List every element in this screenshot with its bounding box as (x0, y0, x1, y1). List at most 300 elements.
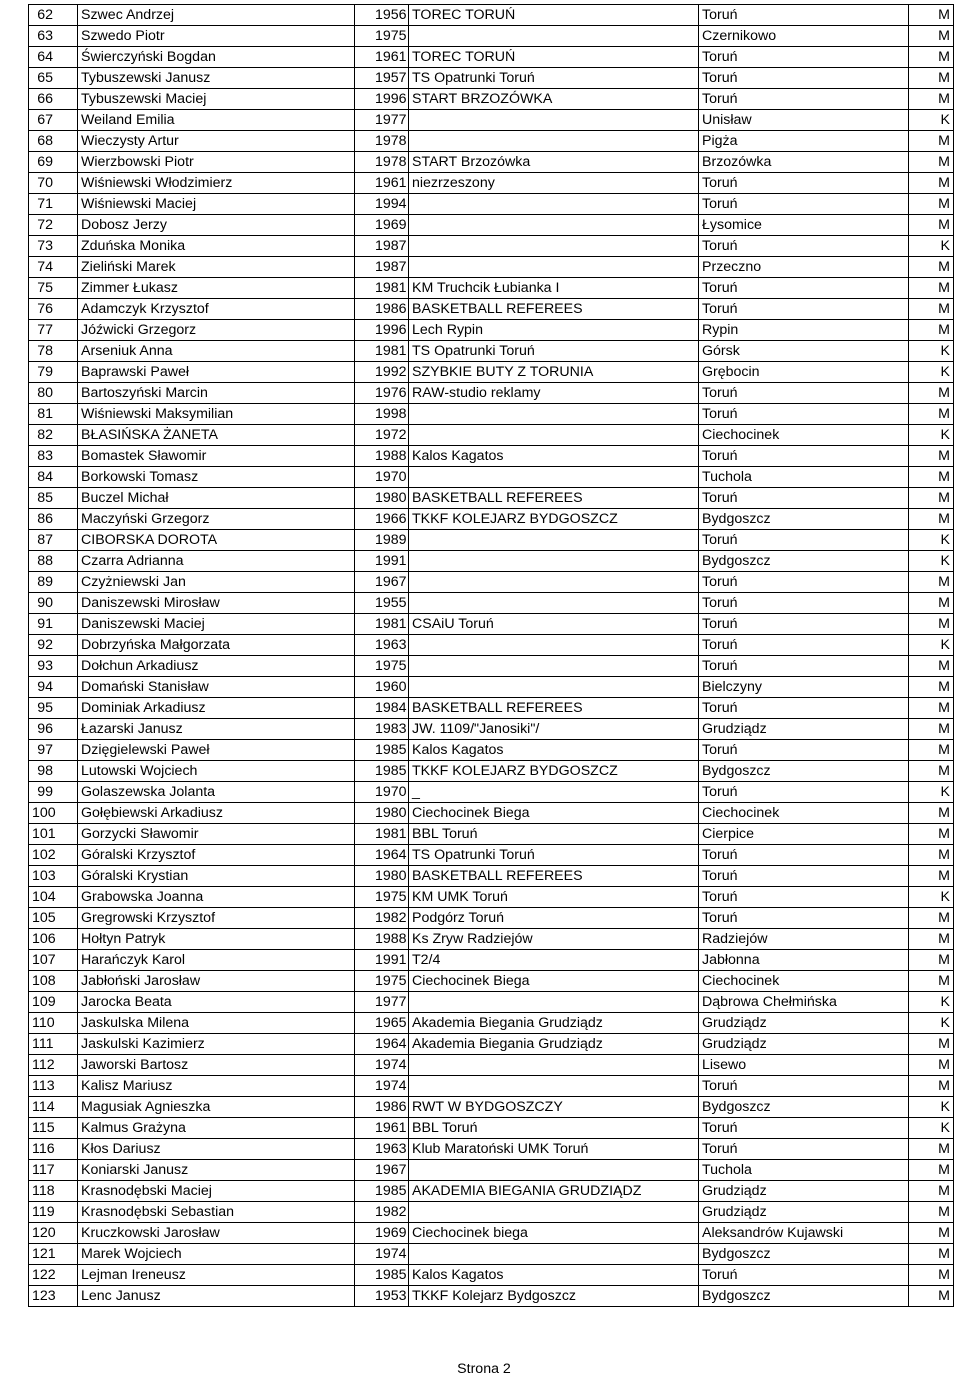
cell-city: Przeczno (699, 257, 909, 278)
cell-number: 81 (29, 404, 78, 425)
cell-name: Czarra Adrianna (78, 551, 355, 572)
cell-city: Górsk (699, 341, 909, 362)
table-row (29, 950, 954, 971)
cell-name: Gorzycki Sławomir (78, 824, 355, 845)
cell-sex: M (909, 614, 954, 635)
cell-sex: M (909, 257, 954, 278)
cell-club: AKADEMIA BIEGANIA GRUDZIĄDZ (409, 1181, 699, 1202)
cell-number: 69 (29, 152, 78, 173)
cell-sex: M (909, 299, 954, 320)
cell-sex: M (909, 383, 954, 404)
table-row (29, 404, 954, 425)
cell-club: Ciechocinek Biega (409, 803, 699, 824)
table-row (29, 1160, 954, 1181)
cell-sex: M (909, 803, 954, 824)
cell-city: Toruń (699, 1265, 909, 1286)
cell-name: Szwedo Piotr (78, 26, 355, 47)
table-row (29, 593, 954, 614)
cell-birth-year: 1980 (355, 803, 409, 824)
cell-name: Daniszewski Mirosław (78, 593, 355, 614)
cell-birth-year: 1974 (355, 1076, 409, 1097)
cell-city: Toruń (699, 845, 909, 866)
cell-number: 92 (29, 635, 78, 656)
cell-birth-year: 1988 (355, 929, 409, 950)
cell-city: Toruń (699, 1118, 909, 1139)
cell-name: Bomastek Sławomir (78, 446, 355, 467)
cell-number: 116 (29, 1139, 78, 1160)
cell-birth-year: 1996 (355, 89, 409, 110)
participants-table (28, 4, 954, 1307)
table-row (29, 1097, 954, 1118)
cell-city: Bydgoszcz (699, 1097, 909, 1118)
cell-sex: M (909, 131, 954, 152)
cell-sex: M (909, 26, 954, 47)
table-row (29, 929, 954, 950)
cell-club: Lech Rypin (409, 320, 699, 341)
cell-city: Toruń (699, 740, 909, 761)
cell-birth-year: 1967 (355, 1160, 409, 1181)
cell-club: Ciechocinek Biega (409, 971, 699, 992)
cell-sex: M (909, 845, 954, 866)
cell-number: 120 (29, 1223, 78, 1244)
cell-number: 62 (29, 5, 78, 26)
cell-city: Bielczyny (699, 677, 909, 698)
table-row (29, 1013, 954, 1034)
cell-number: 86 (29, 509, 78, 530)
cell-number: 83 (29, 446, 78, 467)
cell-city: Dąbrowa Chełmińska (699, 992, 909, 1013)
cell-city: Toruń (699, 698, 909, 719)
cell-club: KM Truchcik Łubianka I (409, 278, 699, 299)
cell-club (409, 404, 699, 425)
cell-number: 102 (29, 845, 78, 866)
cell-birth-year: 1965 (355, 1013, 409, 1034)
cell-number: 122 (29, 1265, 78, 1286)
cell-name: Kruczkowski Jarosław (78, 1223, 355, 1244)
cell-name: Jaworski Bartosz (78, 1055, 355, 1076)
table-row (29, 299, 954, 320)
cell-number: 107 (29, 950, 78, 971)
table-row (29, 992, 954, 1013)
table-row (29, 425, 954, 446)
cell-name: Zimmer Łukasz (78, 278, 355, 299)
cell-number: 65 (29, 68, 78, 89)
cell-city: Toruń (699, 299, 909, 320)
cell-birth-year: 1955 (355, 593, 409, 614)
cell-city: Lisewo (699, 1055, 909, 1076)
cell-club: BASKETBALL REFEREES (409, 698, 699, 719)
cell-birth-year: 1991 (355, 950, 409, 971)
table-row (29, 215, 954, 236)
cell-city: Bydgoszcz (699, 761, 909, 782)
cell-number: 111 (29, 1034, 78, 1055)
cell-birth-year: 1963 (355, 1139, 409, 1160)
cell-city: Toruń (699, 89, 909, 110)
table-row (29, 1118, 954, 1139)
cell-number: 106 (29, 929, 78, 950)
cell-number: 63 (29, 26, 78, 47)
table-row (29, 110, 954, 131)
cell-name: Lejman Ireneusz (78, 1265, 355, 1286)
cell-name: Jaskulska Milena (78, 1013, 355, 1034)
cell-club: Kalos Kagatos (409, 1265, 699, 1286)
cell-city: Bydgoszcz (699, 509, 909, 530)
cell-club: BBL Toruń (409, 1118, 699, 1139)
cell-name: Wiśniewski Włodzimierz (78, 173, 355, 194)
cell-name: Łazarski Janusz (78, 719, 355, 740)
cell-city: Łysomice (699, 215, 909, 236)
cell-number: 119 (29, 1202, 78, 1223)
cell-city: Toruń (699, 908, 909, 929)
cell-birth-year: 1986 (355, 299, 409, 320)
cell-club: JW. 1109/"Janosiki"/ (409, 719, 699, 740)
cell-number: 97 (29, 740, 78, 761)
cell-number: 88 (29, 551, 78, 572)
cell-city: Pigża (699, 131, 909, 152)
table-row (29, 362, 954, 383)
cell-sex: M (909, 1202, 954, 1223)
cell-sex: M (909, 971, 954, 992)
cell-city: Radziejów (699, 929, 909, 950)
cell-number: 99 (29, 782, 78, 803)
cell-birth-year: 1963 (355, 635, 409, 656)
cell-birth-year: 1987 (355, 236, 409, 257)
cell-name: Lutowski Wojciech (78, 761, 355, 782)
cell-city: Toruń (699, 1076, 909, 1097)
cell-number: 105 (29, 908, 78, 929)
table-row (29, 719, 954, 740)
cell-birth-year: 1970 (355, 782, 409, 803)
table-row (29, 278, 954, 299)
cell-club: Ciechocinek biega (409, 1223, 699, 1244)
cell-name: Bartoszyński Marcin (78, 383, 355, 404)
cell-city: Jabłonna (699, 950, 909, 971)
cell-birth-year: 1996 (355, 320, 409, 341)
cell-club (409, 425, 699, 446)
table-row (29, 152, 954, 173)
cell-city: Toruń (699, 656, 909, 677)
cell-club (409, 656, 699, 677)
table-row (29, 89, 954, 110)
cell-name: Czyżniewski Jan (78, 572, 355, 593)
cell-name: Krasnodębski Maciej (78, 1181, 355, 1202)
cell-birth-year: 1985 (355, 1181, 409, 1202)
page-number: Strona 2 (457, 1361, 511, 1377)
cell-name: Wiśniewski Maciej (78, 194, 355, 215)
cell-name: BŁASIŃSKA ŻANETA (78, 425, 355, 446)
cell-birth-year: 1982 (355, 1202, 409, 1223)
cell-number: 100 (29, 803, 78, 824)
cell-name: Koniarski Janusz (78, 1160, 355, 1181)
cell-club: BASKETBALL REFEREES (409, 488, 699, 509)
cell-sex: M (909, 824, 954, 845)
cell-city: Toruń (699, 488, 909, 509)
cell-name: Zieliński Marek (78, 257, 355, 278)
cell-name: Hołtyn Patryk (78, 929, 355, 950)
cell-city: Toruń (699, 47, 909, 68)
cell-club (409, 110, 699, 131)
cell-name: Harańczyk Karol (78, 950, 355, 971)
cell-name: Wierzbowski Piotr (78, 152, 355, 173)
cell-sex: K (909, 551, 954, 572)
cell-city: Toruń (699, 866, 909, 887)
cell-club (409, 194, 699, 215)
table-row (29, 551, 954, 572)
cell-name: Dominiak Arkadiusz (78, 698, 355, 719)
cell-club (409, 551, 699, 572)
cell-number: 118 (29, 1181, 78, 1202)
cell-club: RAW-studio reklamy (409, 383, 699, 404)
cell-number: 95 (29, 698, 78, 719)
cell-name: Baprawski Paweł (78, 362, 355, 383)
cell-sex: K (909, 236, 954, 257)
participants-sheet (28, 4, 953, 1307)
cell-city: Grudziądz (699, 1034, 909, 1055)
cell-birth-year: 1992 (355, 362, 409, 383)
table-row (29, 320, 954, 341)
cell-club: T2/4 (409, 950, 699, 971)
cell-number: 84 (29, 467, 78, 488)
cell-birth-year: 1983 (355, 719, 409, 740)
cell-name: Jóźwicki Grzegorz (78, 320, 355, 341)
cell-city: Toruń (699, 614, 909, 635)
cell-name: Góralski Krzysztof (78, 845, 355, 866)
cell-birth-year: 1984 (355, 698, 409, 719)
cell-city: Toruń (699, 68, 909, 89)
cell-club (409, 593, 699, 614)
table-row (29, 740, 954, 761)
table-row (29, 971, 954, 992)
cell-name: Tybuszewski Janusz (78, 68, 355, 89)
cell-sex: M (909, 89, 954, 110)
cell-name: Adamczyk Krzysztof (78, 299, 355, 320)
cell-name: Kalisz Mariusz (78, 1076, 355, 1097)
cell-sex: M (909, 404, 954, 425)
cell-sex: M (909, 929, 954, 950)
cell-number: 73 (29, 236, 78, 257)
cell-number: 98 (29, 761, 78, 782)
cell-number: 96 (29, 719, 78, 740)
cell-city: Toruń (699, 635, 909, 656)
table-row (29, 26, 954, 47)
cell-club: Akademia Biegania Grudziądz (409, 1034, 699, 1055)
cell-club: TKKF Kolejarz Bydgoszcz (409, 1286, 699, 1307)
table-row (29, 698, 954, 719)
cell-birth-year: 1985 (355, 1265, 409, 1286)
table-row (29, 341, 954, 362)
cell-club: niezrzeszony (409, 173, 699, 194)
cell-number: 64 (29, 47, 78, 68)
cell-sex: M (909, 5, 954, 26)
cell-name: Arseniuk Anna (78, 341, 355, 362)
cell-number: 115 (29, 1118, 78, 1139)
cell-sex: M (909, 1286, 954, 1307)
table-row (29, 803, 954, 824)
cell-city: Toruń (699, 572, 909, 593)
cell-birth-year: 1964 (355, 1034, 409, 1055)
cell-name: Kłos Dariusz (78, 1139, 355, 1160)
cell-club (409, 467, 699, 488)
cell-city: Grudziądz (699, 1202, 909, 1223)
cell-sex: K (909, 1118, 954, 1139)
cell-club: BBL Toruń (409, 824, 699, 845)
cell-sex: M (909, 761, 954, 782)
table-row (29, 887, 954, 908)
cell-club: Ks Zryw Radziejów (409, 929, 699, 950)
cell-club (409, 257, 699, 278)
cell-name: Buczel Michał (78, 488, 355, 509)
cell-birth-year: 1964 (355, 845, 409, 866)
cell-name: Świerczyński Bogdan (78, 47, 355, 68)
cell-sex: M (909, 47, 954, 68)
cell-city: Grudziądz (699, 1013, 909, 1034)
cell-number: 74 (29, 257, 78, 278)
cell-number: 113 (29, 1076, 78, 1097)
cell-sex: M (909, 1160, 954, 1181)
cell-sex: M (909, 866, 954, 887)
cell-club (409, 1076, 699, 1097)
cell-name: Krasnodębski Sebastian (78, 1202, 355, 1223)
cell-name: Gołębiewski Arkadiusz (78, 803, 355, 824)
cell-birth-year: 1967 (355, 572, 409, 593)
cell-birth-year: 1975 (355, 971, 409, 992)
table-row (29, 467, 954, 488)
cell-club (409, 677, 699, 698)
cell-club: START Brzozówka (409, 152, 699, 173)
cell-city: Brzozówka (699, 152, 909, 173)
cell-club: TS Opatrunki Toruń (409, 845, 699, 866)
cell-name: Dołchun Arkadiusz (78, 656, 355, 677)
cell-birth-year: 1991 (355, 551, 409, 572)
cell-name: Kalmus Grażyna (78, 1118, 355, 1139)
cell-birth-year: 1961 (355, 173, 409, 194)
cell-sex: K (909, 782, 954, 803)
cell-name: Daniszewski Maciej (78, 614, 355, 635)
cell-name: Lenc Janusz (78, 1286, 355, 1307)
cell-number: 70 (29, 173, 78, 194)
cell-club: TS Opatrunki Toruń (409, 68, 699, 89)
cell-sex: K (909, 425, 954, 446)
cell-number: 87 (29, 530, 78, 551)
cell-number: 104 (29, 887, 78, 908)
cell-club: BASKETBALL REFEREES (409, 299, 699, 320)
cell-club: KM UMK Toruń (409, 887, 699, 908)
cell-name: Góralski Krystian (78, 866, 355, 887)
table-row (29, 1202, 954, 1223)
cell-number: 79 (29, 362, 78, 383)
cell-number: 90 (29, 593, 78, 614)
cell-club: BASKETBALL REFEREES (409, 866, 699, 887)
cell-sex: M (909, 908, 954, 929)
cell-sex: M (909, 677, 954, 698)
cell-sex: M (909, 173, 954, 194)
table-row (29, 173, 954, 194)
cell-sex: K (909, 530, 954, 551)
cell-city: Bydgoszcz (699, 1286, 909, 1307)
cell-birth-year: 1978 (355, 131, 409, 152)
cell-sex: M (909, 656, 954, 677)
cell-name: Zduńska Monika (78, 236, 355, 257)
table-row (29, 614, 954, 635)
cell-sex: M (909, 1055, 954, 1076)
cell-club (409, 1160, 699, 1181)
cell-birth-year: 1986 (355, 1097, 409, 1118)
cell-birth-year: 1985 (355, 761, 409, 782)
cell-number: 123 (29, 1286, 78, 1307)
table-row (29, 68, 954, 89)
cell-club (409, 26, 699, 47)
cell-name: CIBORSKA DOROTA (78, 530, 355, 551)
cell-name: Gregrowski Krzysztof (78, 908, 355, 929)
cell-number: 76 (29, 299, 78, 320)
cell-sex: M (909, 488, 954, 509)
cell-number: 75 (29, 278, 78, 299)
cell-birth-year: 1966 (355, 509, 409, 530)
cell-club: CSAiU Toruń (409, 614, 699, 635)
table-row (29, 845, 954, 866)
cell-city: Toruń (699, 1139, 909, 1160)
cell-birth-year: 1953 (355, 1286, 409, 1307)
cell-birth-year: 1988 (355, 446, 409, 467)
cell-birth-year: 1977 (355, 992, 409, 1013)
cell-sex: M (909, 1139, 954, 1160)
cell-name: Maczyński Grzegorz (78, 509, 355, 530)
cell-birth-year: 1961 (355, 47, 409, 68)
cell-number: 85 (29, 488, 78, 509)
table-row (29, 1181, 954, 1202)
cell-club: Kalos Kagatos (409, 740, 699, 761)
cell-sex: M (909, 1034, 954, 1055)
cell-club (409, 236, 699, 257)
table-row (29, 824, 954, 845)
cell-sex: M (909, 215, 954, 236)
table-row (29, 761, 954, 782)
cell-sex: K (909, 362, 954, 383)
cell-number: 93 (29, 656, 78, 677)
cell-club (409, 530, 699, 551)
cell-sex: M (909, 698, 954, 719)
cell-birth-year: 1978 (355, 152, 409, 173)
cell-sex: M (909, 593, 954, 614)
cell-birth-year: 1980 (355, 866, 409, 887)
cell-city: Toruń (699, 278, 909, 299)
cell-city: Grudziądz (699, 719, 909, 740)
cell-name: Jarocka Beata (78, 992, 355, 1013)
cell-sex: M (909, 1223, 954, 1244)
cell-name: Marek Wojciech (78, 1244, 355, 1265)
cell-club: Akademia Biegania Grudziądz (409, 1013, 699, 1034)
cell-birth-year: 1969 (355, 215, 409, 236)
cell-birth-year: 1969 (355, 1223, 409, 1244)
cell-city: Toruń (699, 446, 909, 467)
cell-number: 108 (29, 971, 78, 992)
cell-city: Ciechocinek (699, 971, 909, 992)
cell-club (409, 131, 699, 152)
cell-birth-year: 1975 (355, 656, 409, 677)
cell-city: Toruń (699, 194, 909, 215)
table-row (29, 782, 954, 803)
table-row (29, 509, 954, 530)
cell-number: 72 (29, 215, 78, 236)
cell-club (409, 1202, 699, 1223)
cell-club: TKKF KOLEJARZ BYDGOSZCZ (409, 761, 699, 782)
cell-number: 117 (29, 1160, 78, 1181)
cell-number: 94 (29, 677, 78, 698)
cell-sex: M (909, 1265, 954, 1286)
cell-city: Bydgoszcz (699, 1244, 909, 1265)
cell-club (409, 635, 699, 656)
cell-birth-year: 1956 (355, 5, 409, 26)
